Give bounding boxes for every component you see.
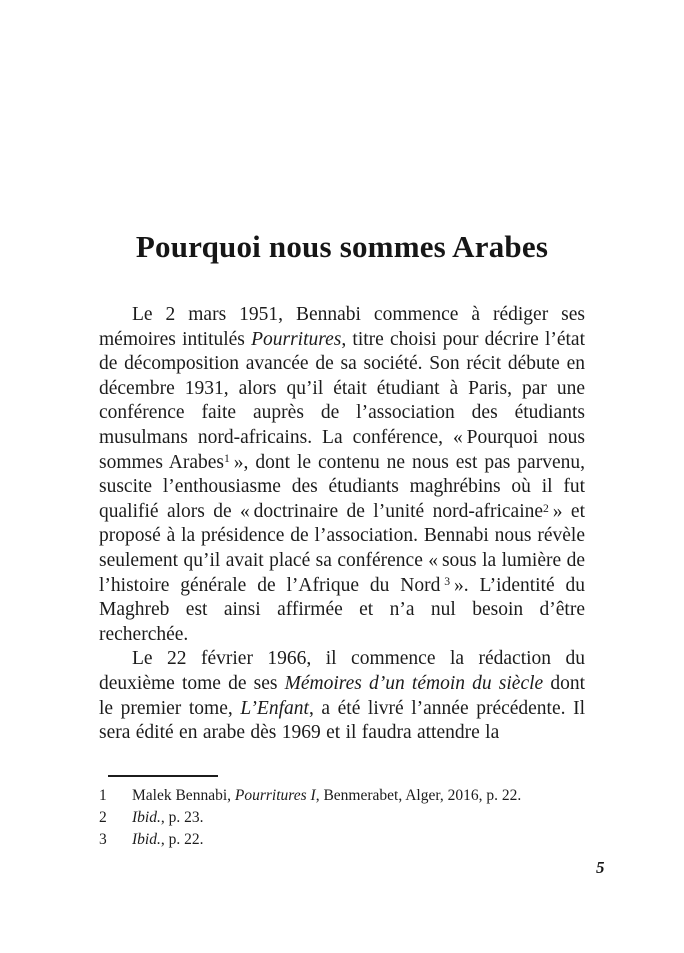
footnotes-section <box>99 769 585 851</box>
paragraph-1: Le 2 mars 1951, Bennabi commence à rédiger ses mémoires intitulés Pourritures, titre choisi pour décrire l’état de décomposition avancée de sa société. Son récit débute en décembre 1931, alors qu’il était étudiant à Paris, par une conférence faite auprès de l’association des étudiants musulmans nord-africains. La conférence, « Pourquoi nous sommes Arabes$^1$ », dont le contenu ne nous est pas parvenu, suscite l’enthousiasme des étudiants maghrébins où il fut qualifié alors de « doctrinaire de l’unité nord-africaine$^2$ » et proposé à la présidence de l’association. Bennabi nous révèle seulement qu’il avait placé sa conférence « sous la lumière de l’histoire générale de l’Afrique du Nord $^3$ ». L’identité du Maghreb est ainsi affirmée et n’a nul besoin d’être recherchée. <box>99 304 586 645</box>
footnote-number: 3 <box>99 830 107 848</box>
footnote-2 <box>99 807 585 829</box>
footnote-separator-rule <box>108 775 218 777</box>
page-number: 5 <box>596 858 605 877</box>
footnote-text: Malek Bennabi, Pourritures I, Benmerabet, Alger, 2016, p. 22. <box>132 786 522 804</box>
footnote-1 <box>99 785 585 807</box>
footnote-text: Ibid., p. 23. <box>132 808 204 826</box>
footnote-number: 2 <box>99 808 107 826</box>
footnote-number: 1 <box>99 786 107 804</box>
footnote-3 <box>99 829 585 851</box>
paragraph-2: Le 22 février 1966, il commence la rédaction du deuxième tome de ses Mémoires d’un témoin du siècle dont le premier tome, L’Enfant, a été livré l’année précédente. Il sera édité en arabe dès 1969 et il faudra attendre la <box>99 648 586 744</box>
footnote-text: Ibid., p. 22. <box>132 830 204 848</box>
body-text <box>99 303 585 746</box>
chapter-title: Pourquoi nous sommes Arabes <box>135 229 549 264</box>
